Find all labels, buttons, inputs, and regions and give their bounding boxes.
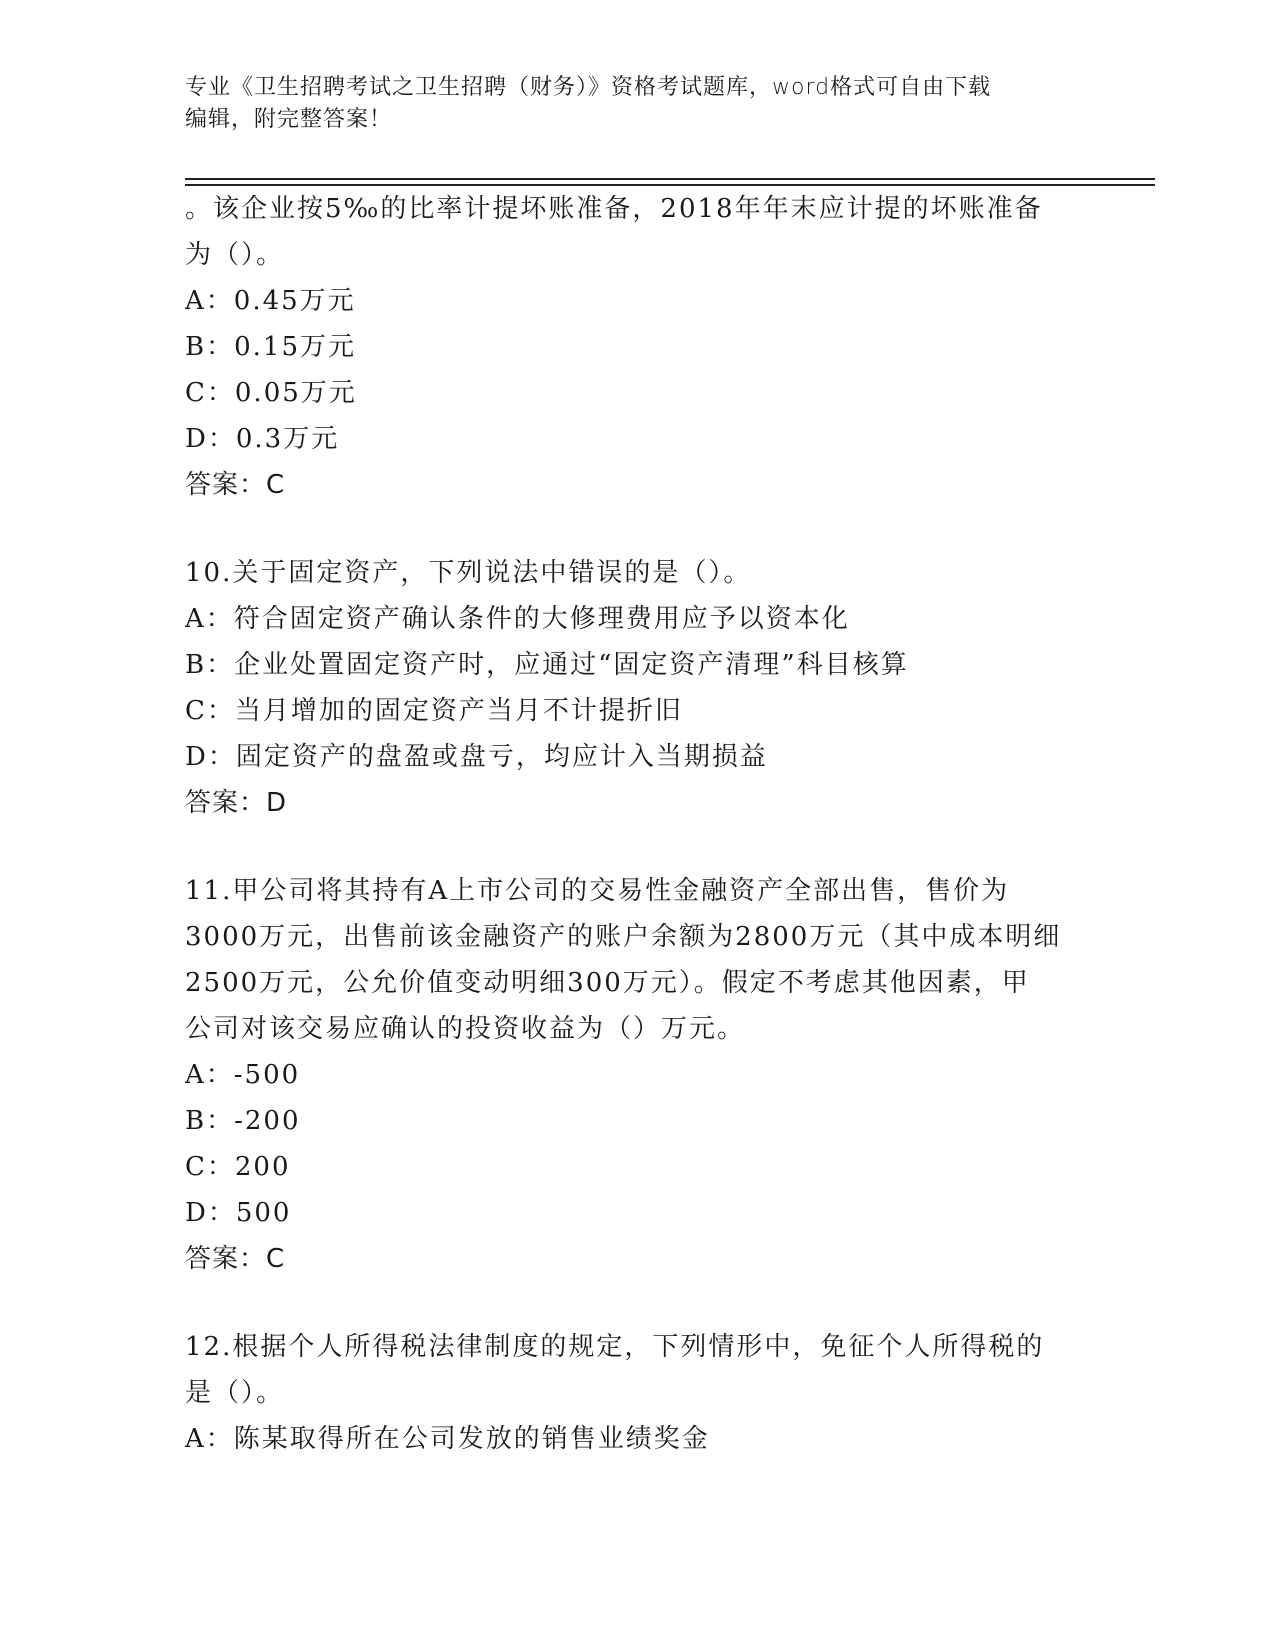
question-stem-line: 11.甲公司将其持有A上市公司的交易性金融资产全部出售，售价为 [185,876,1010,906]
header-line-1: 专业《卫生招聘考试之卫生招聘（财务）》资格考试题库，word格式可自由下载 [185,75,992,100]
option-a: A：符合固定资产确认条件的大修理费用应予以资本化 [185,604,850,634]
option-b: B：企业处置固定资产时，应通过“固定资产清理”科目核算 [185,650,909,680]
question-stem-line: 12.根据个人所得税法律制度的规定，下列情形中，免征个人所得税的 [185,1332,1045,1362]
question-stem-line: 3000万元，出售前该金融资产的账户余额为2800万元（其中成本明细 [185,922,1062,952]
spacer [185,508,1085,550]
question-stem-line: 是（）。 [185,1378,285,1408]
question-10 [185,550,1085,826]
question-content [185,186,1085,1462]
answer: 答案：C [185,1244,286,1274]
spacer [185,1282,1085,1324]
question-12 [185,1324,1085,1462]
question-stem-line: 为（）。 [185,240,285,270]
question-stem-line: 2500万元，公允价值变动明细300万元）。假定不考虑其他因素，甲 [185,968,1030,998]
option-b: B：-200 [185,1106,301,1136]
document-header [185,72,1065,136]
answer: 答案：D [185,788,288,818]
question-11 [185,868,1085,1282]
option-c: C：0.05万元 [185,378,357,408]
option-a: A：0.45万元 [185,286,356,316]
option-a: A：陈某取得所在公司发放的销售业绩奖金 [185,1424,710,1454]
question-stem-line: 。该企业按5‰的比率计提坏账准备，2018年年末应计提的坏账准备 [185,194,1043,224]
question-stem-line: 10.关于固定资产，下列说法中错误的是（）。 [185,558,752,588]
option-c: C：200 [185,1152,291,1182]
option-c: C：当月增加的固定资产当月不计提折旧 [185,696,683,726]
question-9 [185,186,1085,508]
header-line-2: 编辑，附完整答案！ [185,107,393,132]
question-stem-line: 公司对该交易应确认的投资收益为（）万元。 [185,1014,746,1044]
option-d: D：500 [185,1198,292,1228]
option-b: B：0.15万元 [185,332,356,362]
option-d: D：0.3万元 [185,424,340,454]
header-rule-top [185,178,1155,180]
spacer [185,826,1085,868]
option-d: D：固定资产的盘盈或盘亏，均应计入当期损益 [185,742,768,772]
option-a: A：-500 [185,1060,301,1090]
answer: 答案：C [185,470,286,500]
